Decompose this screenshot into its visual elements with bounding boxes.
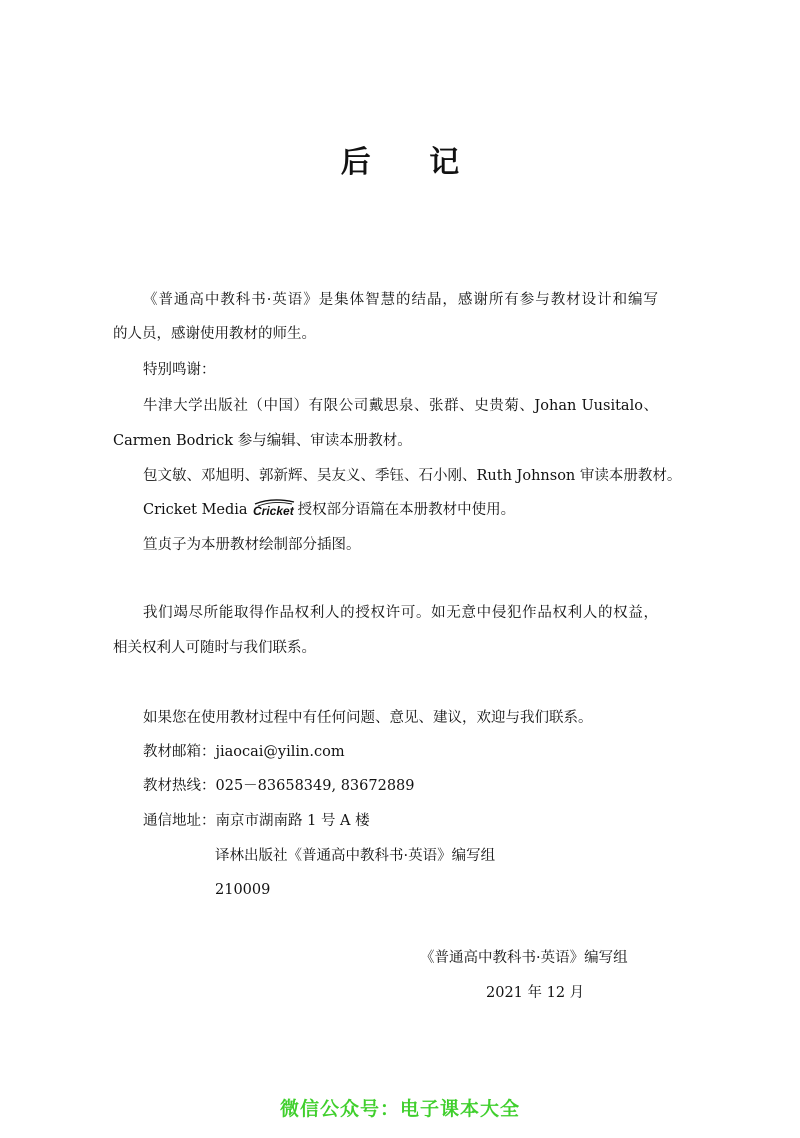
rights-notice-text: 我们竭尽所能取得作品权利人的授权许可。如无意中侵犯作品权利人的权益， [143, 605, 658, 621]
signature-date: 2021 年 12 月 [486, 985, 585, 1001]
contact-address-line-1: 通信地址：南京市湖南路 1 号 A 楼 [143, 813, 370, 829]
cricket-license-text: 授权部分语篇在本册教材中使用。 [297, 502, 516, 518]
acknowledgement-paragraph-line-1 [143, 288, 658, 312]
contact-postcode: 210009 [215, 882, 271, 898]
contact-email: 教材邮箱：jiaocai@yilin.com [143, 744, 345, 760]
special-thanks-heading: 特别鸣谢： [143, 362, 216, 378]
contact-intro: 如果您在使用教材过程中有任何问题、意见、建议，欢迎与我们联系。 [143, 710, 593, 726]
watermark-text: 微信公众号：电子课本大全 [279, 1098, 520, 1120]
page-title: 后 记 [340, 145, 484, 180]
acknowledgement-text: 《普通高中教科书·英语》是集体智慧的结晶，感谢所有参与教材设计和编写 [143, 292, 658, 308]
rights-notice-line-1 [143, 601, 658, 625]
contact-hotline: 教材热线：025－83658349, 83672889 [143, 778, 415, 794]
signature-group: 《普通高中教科书·英语》编写组 [420, 950, 628, 966]
oup-credit-line-2: Carmen Bodrick 参与编辑、审读本册教材。 [113, 433, 412, 449]
oup-credit-line-1 [143, 394, 658, 418]
contact-address-line-2: 译林出版社《普通高中教科书·英语》编写组 [215, 848, 496, 864]
cricket-logo-icon [252, 498, 296, 518]
cricket-media-credit [143, 498, 515, 522]
reviewers-credit: 包文敏、邓旭明、郭新辉、吴友义、季钰、石小刚、Ruth Johnson 审读本册教材。 [143, 468, 682, 484]
oup-credit-text: 牛津大学出版社（中国）有限公司戴思泉、张群、史贵菊、Johan Uusitalo、 [143, 398, 658, 414]
rights-notice-line-2: 相关权利人可随时与我们联系。 [113, 640, 316, 656]
cricket-media-name: Cricket Media [143, 502, 248, 518]
acknowledgement-paragraph-line-2: 的人员，感谢使用教材的师生。 [113, 326, 316, 342]
cricket-logo-text: Cricket [252, 504, 294, 518]
illustrator-credit: 笪贞子为本册教材绘制部分插图。 [143, 537, 361, 553]
